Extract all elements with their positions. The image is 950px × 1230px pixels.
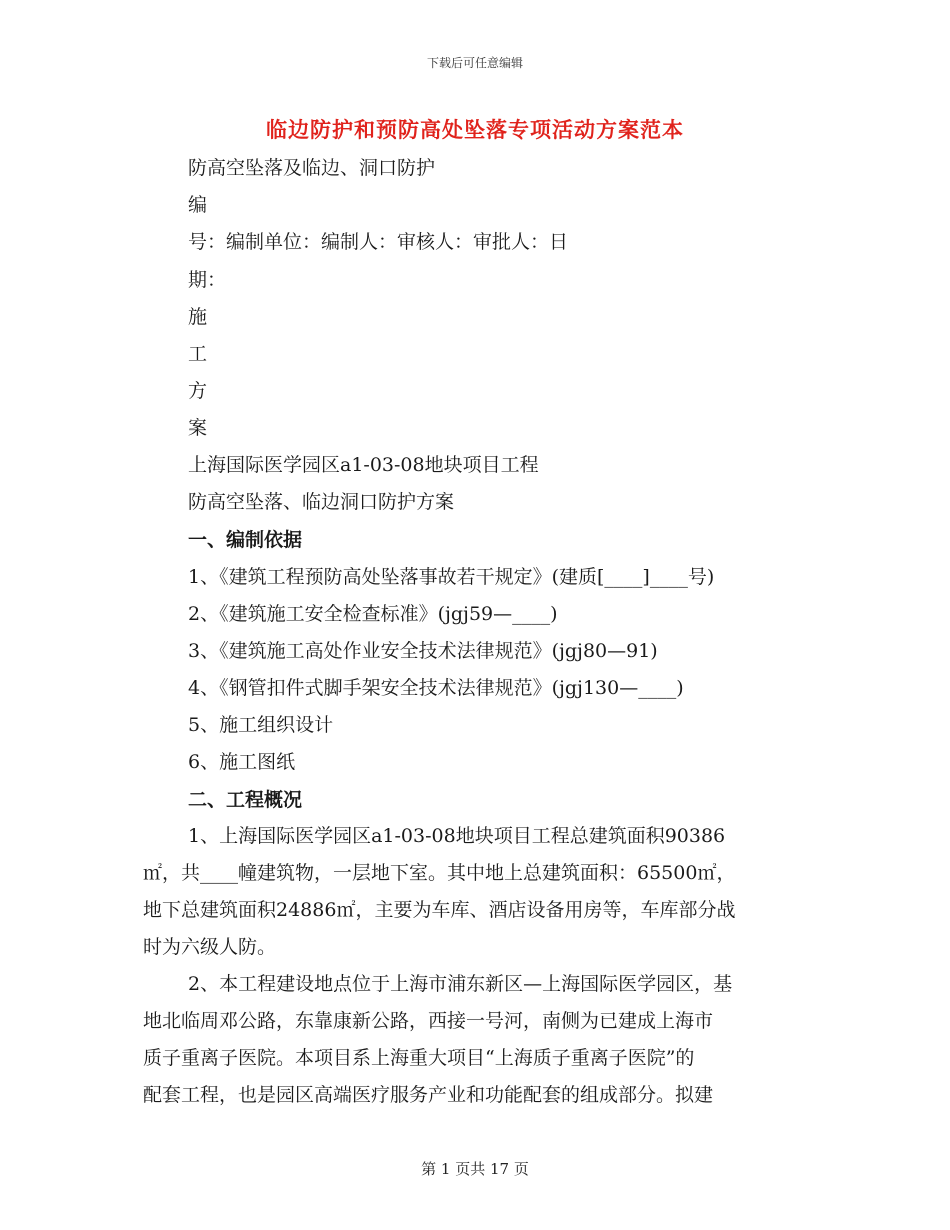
cover-line: 施 (188, 306, 208, 328)
header-note: 下载后可任意编辑 (426, 56, 523, 70)
cover-line: 号：编制单位：编制人：审核人：审批人：日 (188, 231, 569, 253)
cover-line: 案 (188, 417, 208, 439)
cover-line: 工 (188, 343, 208, 365)
cover-line: 方 (188, 380, 208, 402)
cover-line: 防高空坠落及临边、洞口防护 (188, 157, 436, 179)
paragraph-line: 地下总建筑面积24886㎡，主要为车库、酒店设备用房等，车库部分战 (143, 899, 736, 921)
reference-item: 1、《建筑工程预防高处坠落事故若干规定》(建质[____]____号) (188, 566, 715, 588)
paragraph-line: 时为六级人防。 (143, 936, 277, 958)
paragraph-line: ㎡，共____幢建筑物，一层地下室。其中地上总建筑面积：65500㎡， (143, 862, 736, 884)
reference-item: 5、施工组织设计 (188, 714, 334, 736)
paragraph (143, 818, 805, 966)
reference-item: 3、《建筑施工高处作业安全技术法律规范》(jgj80—91) (188, 640, 658, 662)
reference-item: 6、施工图纸 (188, 751, 296, 773)
section-heading: 二、工程概况 (188, 789, 303, 811)
cover-line: 上海国际医学园区a1-03-08地块项目工程 (188, 454, 539, 476)
document-title: 临边防护和预防高处坠落专项活动方案范本 (266, 117, 684, 142)
page-footer: 第 1 页共 17 页 (421, 1160, 529, 1178)
paragraph (143, 966, 805, 1114)
paragraph-line: 地北临周邓公路，东靠康新公路，西接一号河，南侧为已建成上海市 (143, 1010, 714, 1032)
reference-item: 4、《钢管扣件式脚手架安全技术法律规范》(jgj130—____) (188, 677, 684, 699)
cover-line: 防高空坠落、临边洞口防护方案 (188, 491, 455, 513)
section-heading: 一、编制依据 (188, 529, 303, 551)
paragraph-line: 2、本工程建设地点位于上海市浦东新区—上海国际医学园区，基 (188, 973, 733, 995)
reference-item: 2、《建筑施工安全检查标准》(jgj59—____) (188, 603, 558, 625)
cover-line: 编 (188, 194, 208, 216)
paragraph-line: 1、上海国际医学园区a1-03-08地块项目工程总建筑面积90386 (188, 825, 726, 847)
cover-line: 期： (188, 269, 227, 291)
paragraph-line: 质子重离子医院。本项目系上海重大项目“上海质子重离子医院”的 (143, 1047, 695, 1069)
paragraph-line: 配套工程，也是园区高端医疗服务产业和功能配套的组成部分。拟建 (143, 1084, 714, 1106)
